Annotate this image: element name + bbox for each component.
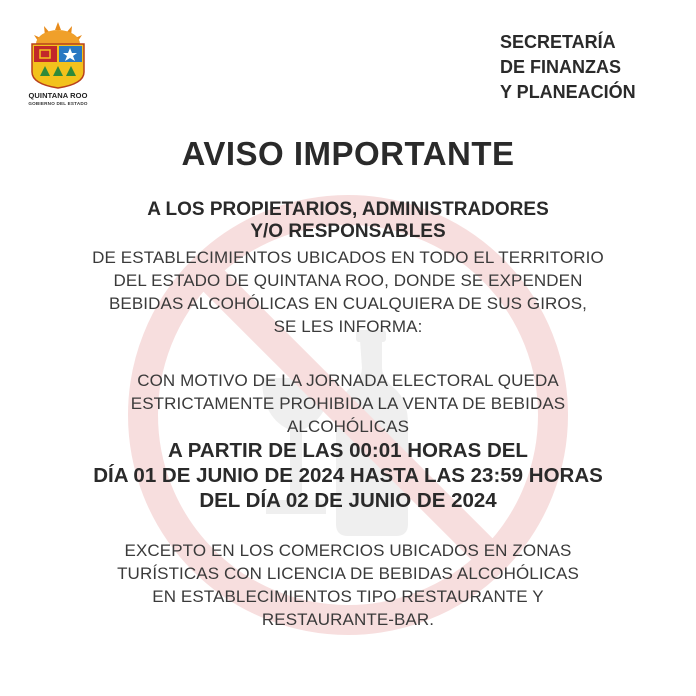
exception-line: RESTAURANTE-BAR.	[261, 610, 435, 629]
addressee-line: Y/O RESPONSABLES	[250, 221, 446, 242]
exception-block	[0, 539, 696, 631]
department-line: SECRETARÍA	[500, 32, 616, 52]
notice-line: ALCOHÓLICAS	[286, 417, 410, 436]
logo-name: QUINTANA ROO	[28, 91, 88, 100]
period-block	[0, 438, 696, 513]
addressee-line: A LOS PROPIETARIOS, ADMINISTRADORES	[147, 199, 549, 220]
addressee-block	[0, 199, 696, 243]
notice-line: CON MOTIVO DE LA JORNADA ELECTORAL QUEDA	[137, 371, 559, 390]
quintana-roo-logo	[22, 18, 94, 110]
intro-line: DE ESTABLECIMIENTOS UBICADOS EN TODO EL TERRITORIO	[92, 248, 604, 267]
intro-block	[0, 246, 696, 338]
exception-line: EXCEPTO EN LOS COMERCIOS UBICADOS EN ZONAS	[124, 541, 572, 560]
intro-line: SE LES INFORMA:	[273, 317, 423, 336]
exception-line: TURÍSTICAS CON LICENCIA DE BEBIDAS ALCOHÓLICAS	[117, 564, 579, 583]
notice-line: ESTRICTAMENTE PROHIBIDA LA VENTA DE BEBIDAS	[130, 394, 566, 413]
intro-line: DEL ESTADO DE QUINTANA ROO, DONDE SE EXPENDEN	[113, 271, 583, 290]
quintana-roo-coat-of-arms-icon	[22, 18, 94, 90]
logo-subtitle: GOBIERNO DEL ESTADO	[28, 101, 88, 106]
department-line: Y PLANEACIÓN	[500, 82, 636, 102]
period-line: A PARTIR DE LAS 00:01 HORAS DEL	[168, 439, 528, 462]
notice-block	[0, 369, 696, 438]
period-line: DEL DÍA 02 DE JUNIO DE 2024	[199, 489, 497, 512]
period-line: DÍA 01 DE JUNIO DE 2024 HASTA LAS 23:59 HORAS	[93, 464, 603, 487]
page-title: AVISO IMPORTANTE	[181, 135, 515, 172]
exception-line: EN ESTABLECIMIENTOS TIPO RESTAURANTE Y	[152, 587, 544, 606]
department-line: DE FINANZAS	[500, 57, 621, 77]
department-name	[500, 30, 636, 105]
intro-line: BEBIDAS ALCOHÓLICAS EN CUALQUIERA DE SUS GIROS,	[108, 294, 587, 313]
